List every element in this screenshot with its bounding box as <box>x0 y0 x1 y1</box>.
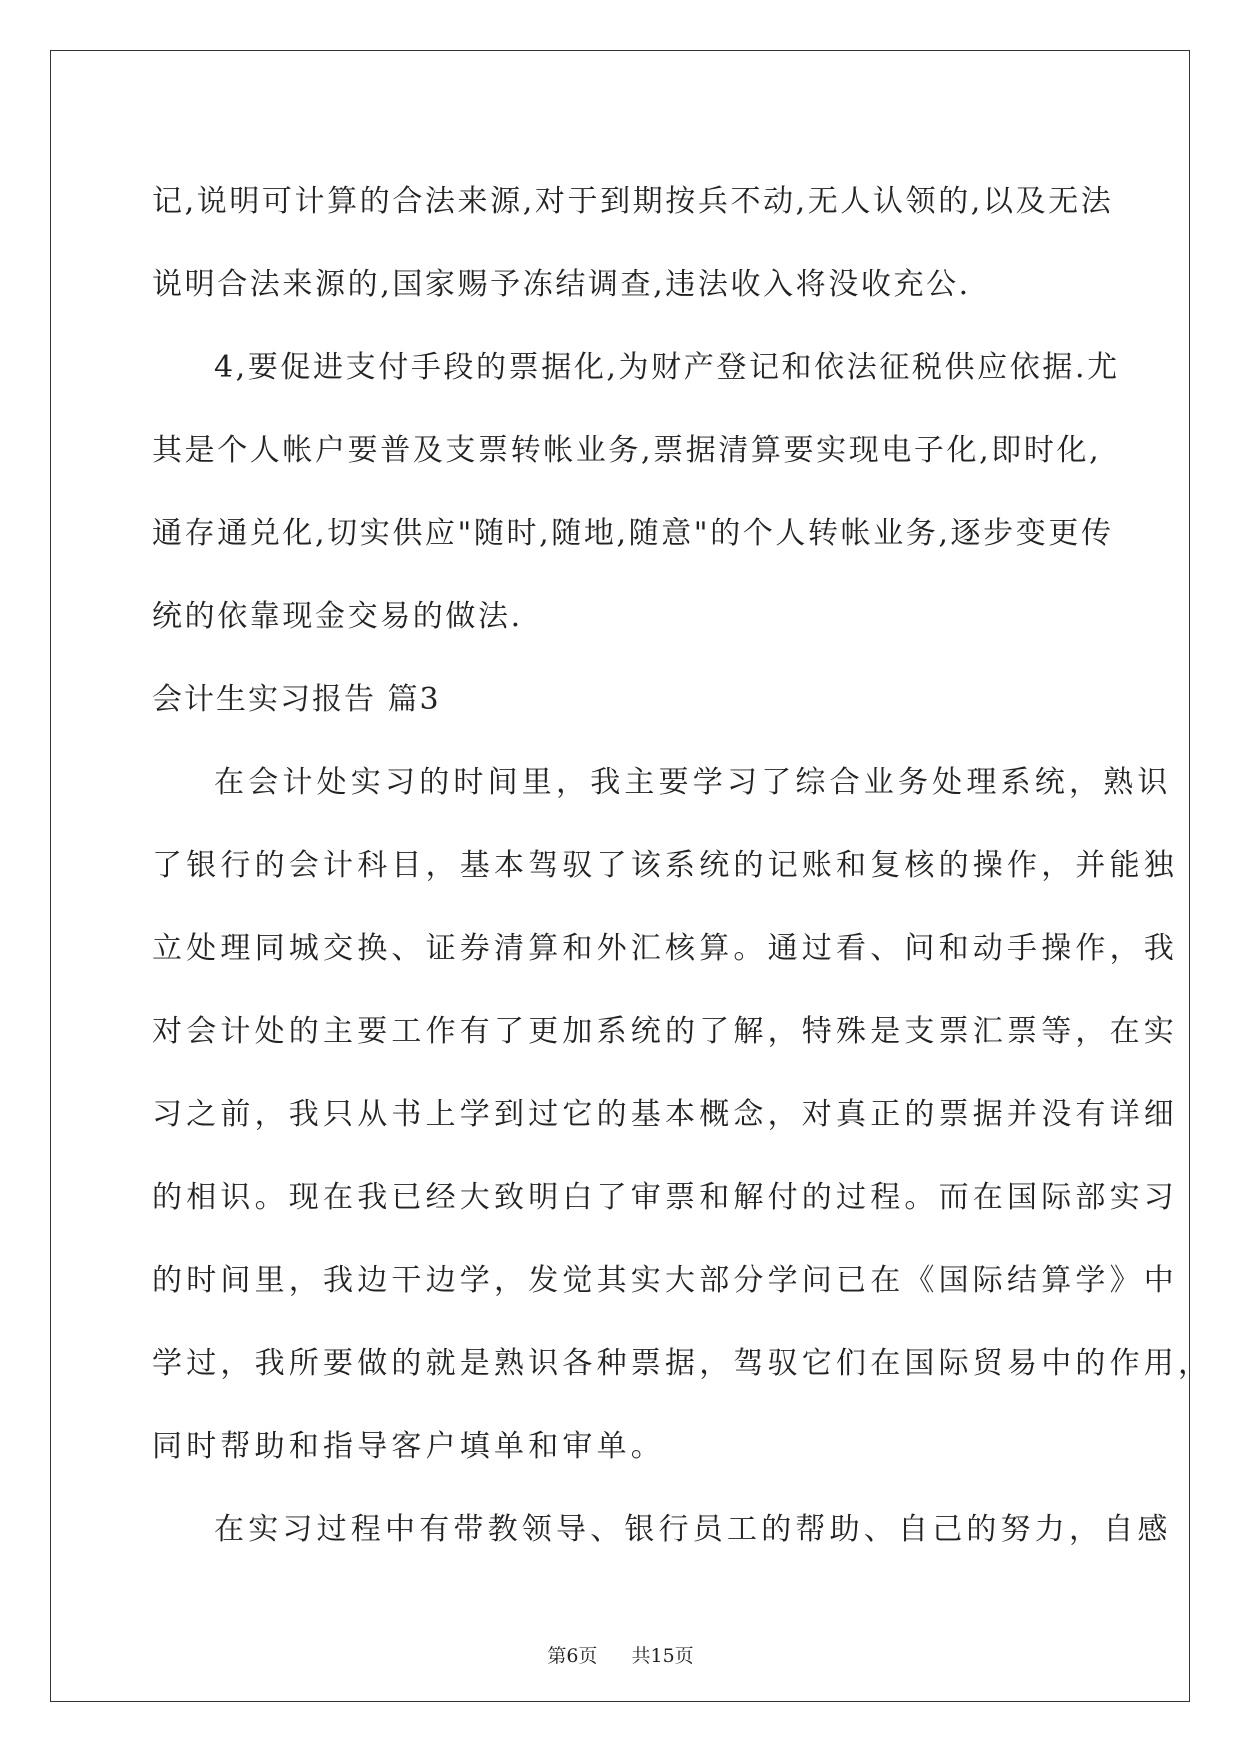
text-line: 同时帮助和指导客户填单和审单。 <box>152 1429 665 1464</box>
text-line: 的时间里，我边干边学，发觉其实大部分学问已在《国际结算学》中 <box>152 1263 1178 1298</box>
text-line: 对会计处的主要工作有了更加系统的了解，特殊是支票汇票等，在实 <box>152 1014 1178 1049</box>
section-heading: 会计生实习报告 篇3 <box>152 682 441 717</box>
page-number-total: 共15页 <box>631 1645 694 1667</box>
text-line: 通存通兑化,切实供应"随时,随地,随意"的个人转帐业务,逐步变更传 <box>152 516 1114 551</box>
paragraph <box>152 741 1213 1488</box>
text-line: 在会计处实习的时间里，我主要学习了综合业务处理系统，熟识 <box>214 765 1172 800</box>
document-body <box>152 160 1213 1571</box>
text-line: 习之前，我只从书上学到过它的基本概念，对真正的票据并没有详细 <box>152 1097 1178 1132</box>
paragraph <box>152 1488 1172 1571</box>
page-footer <box>0 1641 1241 1668</box>
text-line: 的相识。现在我已经大致明白了审票和解付的过程。而在国际部实习 <box>152 1180 1178 1215</box>
paragraph <box>152 160 1114 326</box>
text-line: 统的依靠现金交易的做法. <box>152 599 523 634</box>
text-line: 了银行的会计科目，基本驾驭了该系统的记账和复核的操作，并能独 <box>152 848 1178 883</box>
text-line: 在实习过程中有带教领导、银行员工的帮助、自己的努力，自感 <box>214 1512 1172 1547</box>
page-number-current: 第6页 <box>547 1645 598 1667</box>
text-line: 其是个人帐户要普及支票转帐业务,票据清算要实现电子化,即时化, <box>152 433 1102 468</box>
text-line: 立处理同城交换、证券清算和外汇核算。通过看、问和动手操作，我 <box>152 931 1178 966</box>
paragraph <box>152 326 1120 658</box>
text-line: 记,说明可计算的合法来源,对于到期按兵不动,无人认领的,以及无法 <box>152 184 1114 219</box>
text-line: 学过，我所要做的就是熟识各种票据，驾驭它们在国际贸易中的作用， <box>152 1346 1213 1381</box>
text-line: 说明合法来源的,国家赐予冻结调查,违法收入将没收充公. <box>152 267 971 302</box>
text-line: 4,要促进支付手段的票据化,为财产登记和依法征税供应依据.尤 <box>214 350 1120 385</box>
